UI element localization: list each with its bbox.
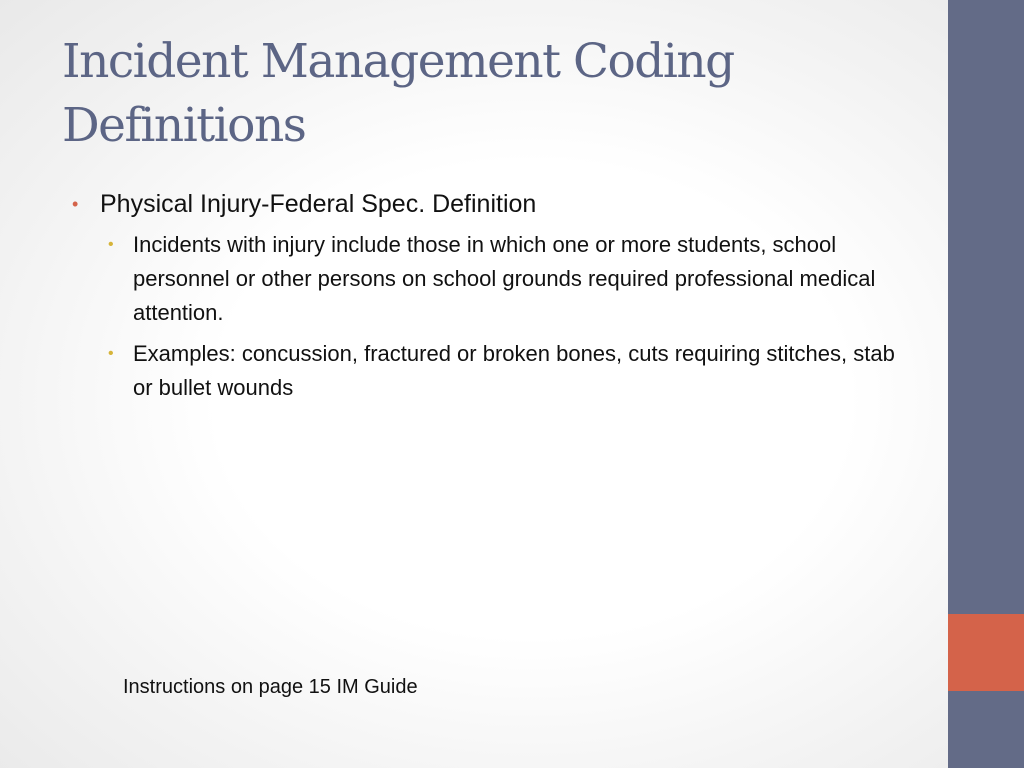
sub-bullet-text: Incidents with injury include those in which one or more students, school personnel or other persons on school grounds required professional medical attention. (133, 232, 876, 325)
decorative-sidebar (948, 0, 1024, 768)
sub-bullet-text: Examples: concussion, fractured or broken bones, cuts requiring stitches, stab or bullet wounds (133, 341, 895, 400)
sub-bullet-item (72, 337, 902, 405)
sidebar-top-band (948, 0, 1024, 614)
bullet-item (72, 186, 902, 222)
sidebar-accent-band (948, 614, 1024, 691)
bullet-text: Physical Injury-Federal Spec. Definition (100, 190, 537, 218)
bullet-dot-icon: • (72, 194, 79, 214)
sub-bullet-dot-icon: • (108, 345, 114, 362)
slide-title: Incident Management Coding Definitions (62, 34, 734, 153)
sub-bullet-dot-icon: • (108, 236, 114, 253)
sub-bullet-list (72, 228, 902, 405)
footer-note: Instructions on page 15 IM Guide (123, 676, 418, 698)
slide-content (72, 186, 902, 412)
sub-bullet-item (72, 228, 902, 330)
sidebar-bottom-band (948, 691, 1024, 768)
